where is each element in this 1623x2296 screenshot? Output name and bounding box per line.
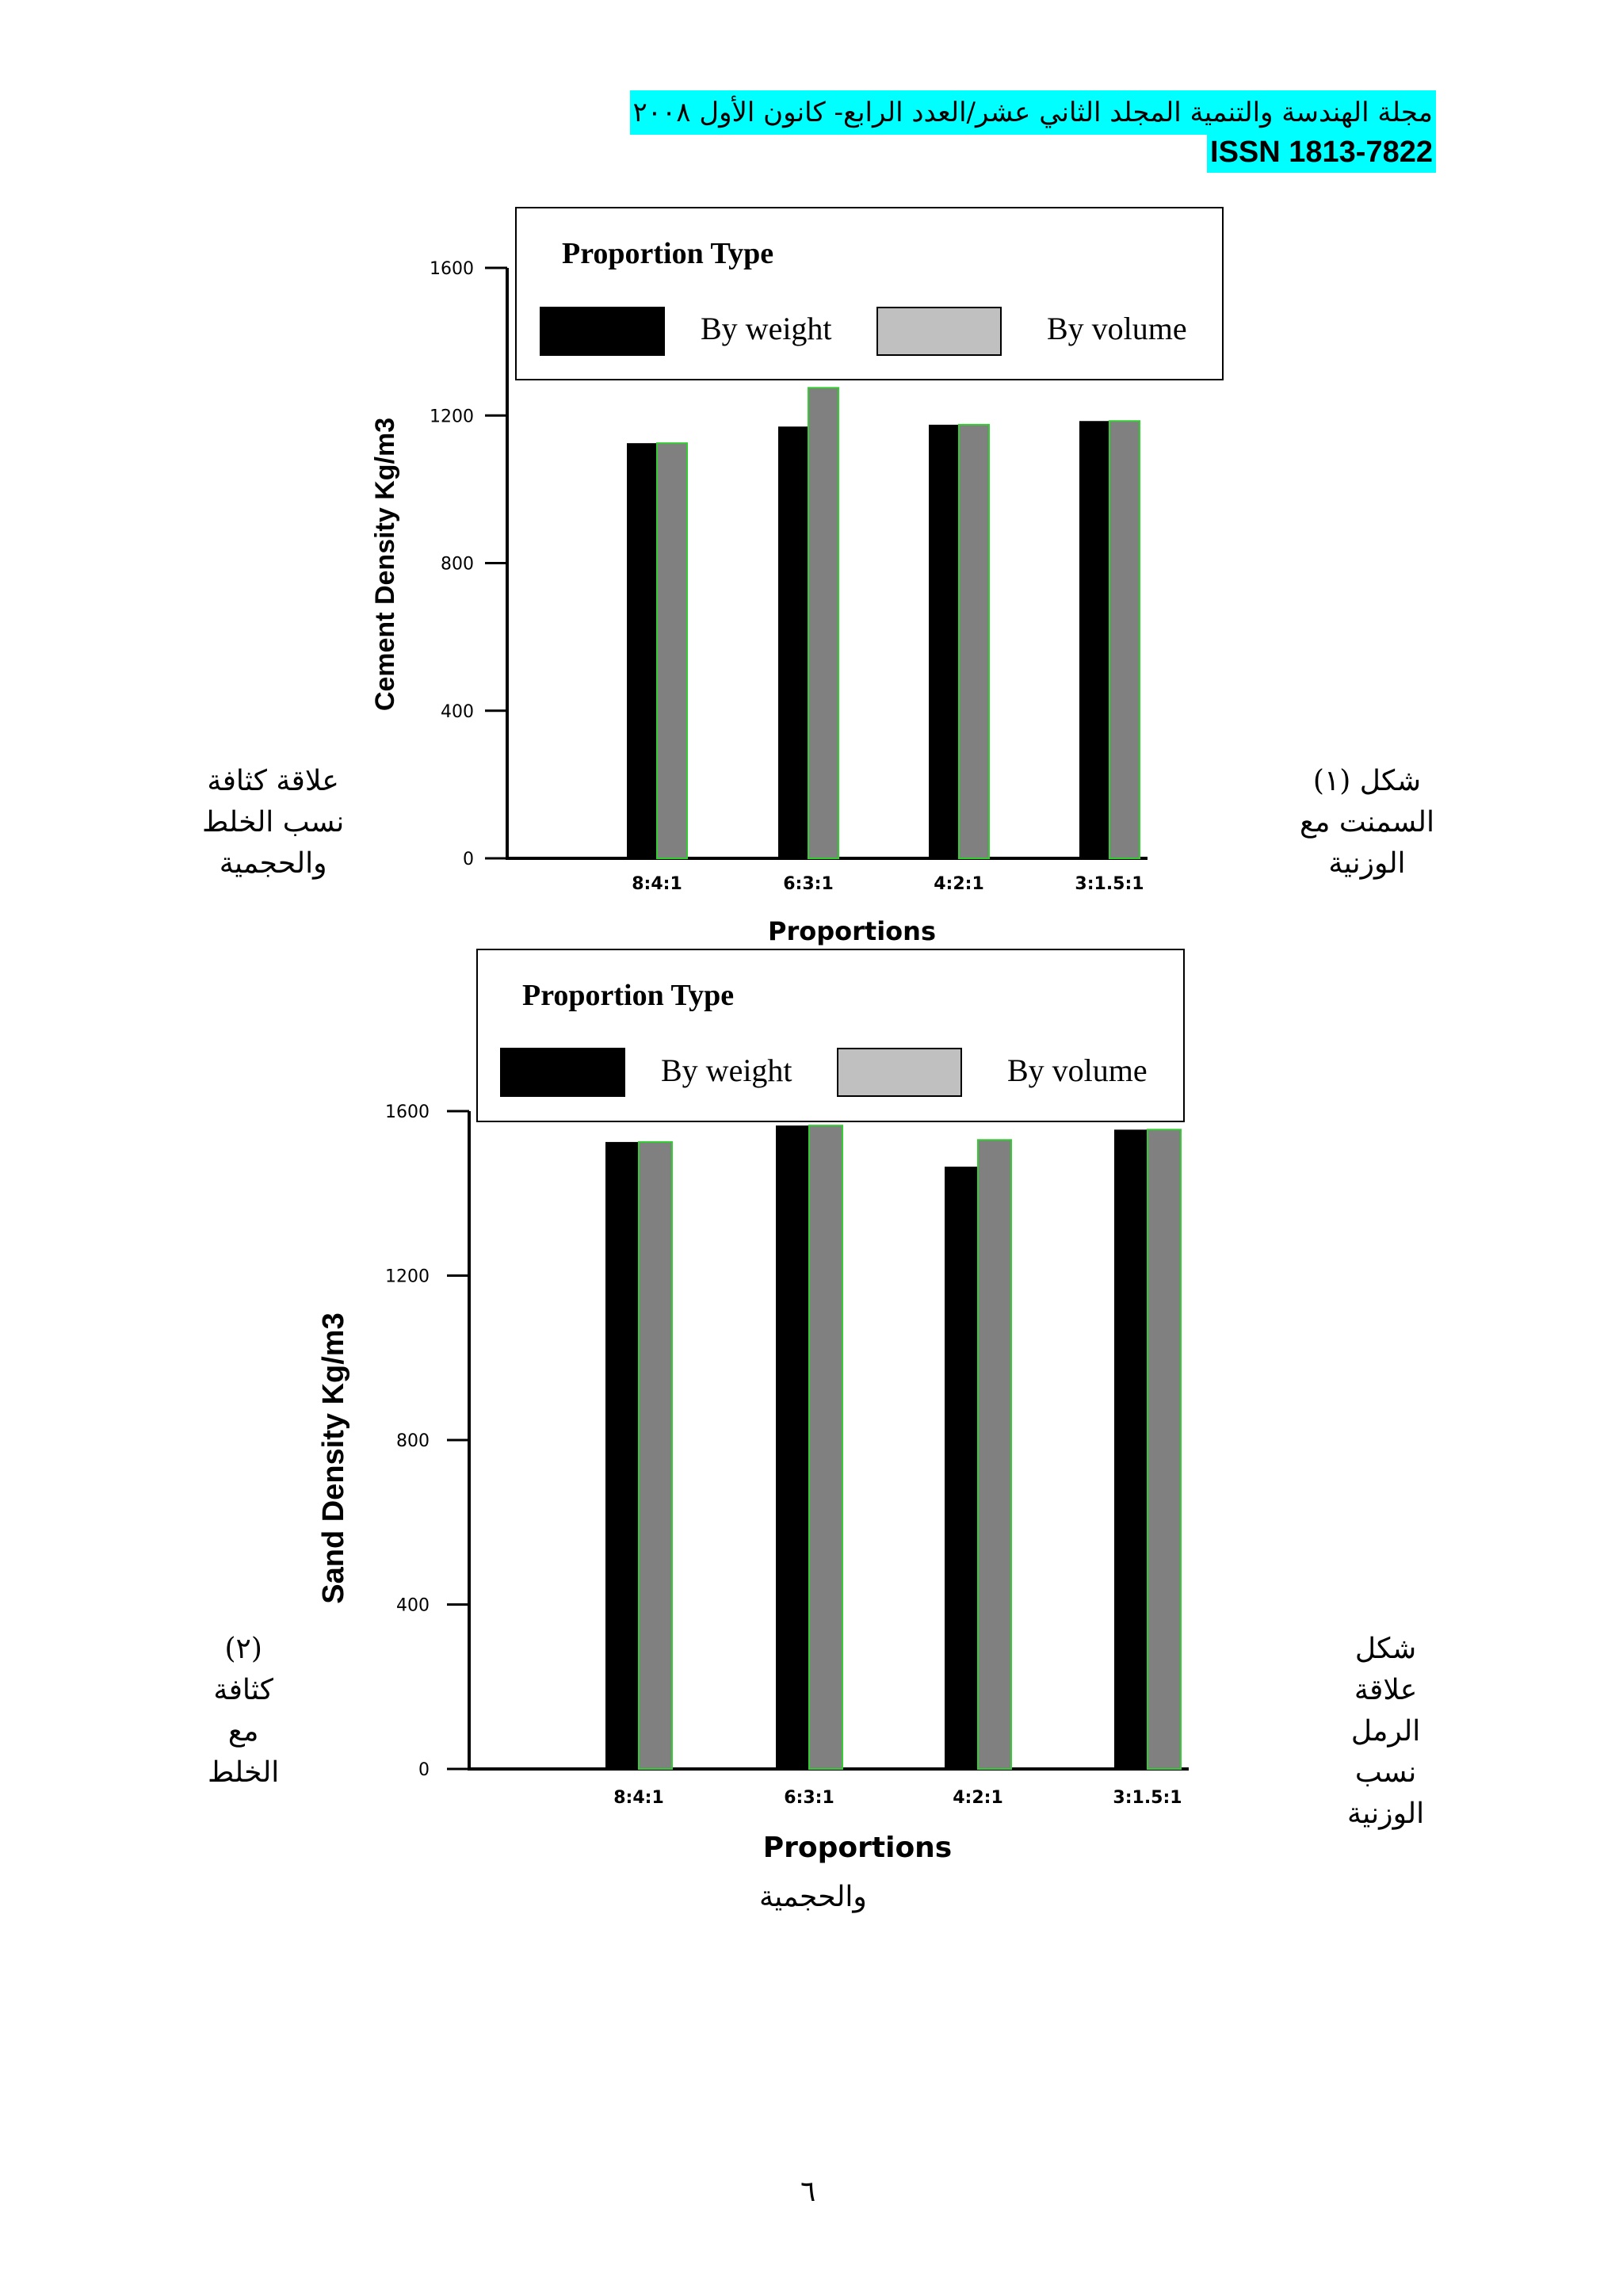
y-tick-label: 1200 [430,407,474,427]
bar-by-weight [627,443,657,858]
bar-by-weight [778,426,808,858]
legend-label-by-volume: By volume [1007,1052,1148,1088]
bar-by-weight [945,1167,978,1769]
legend-title: Proportion Type [522,979,735,1012]
caption-line: علاقة [1354,1674,1418,1706]
y-axis-title: Sand Density Kg/m3 [317,1312,350,1604]
x-axis-title: Proportions [762,1832,953,1864]
caption-line: الرمل [1350,1715,1421,1748]
caption-line: (٢) [224,1633,262,1665]
y-tick-label: 400 [441,701,474,722]
caption-line: نسب [1354,1756,1417,1789]
bar-by-volume [1148,1129,1181,1769]
x-tick-label: 4:2:1 [953,1788,1003,1808]
legend-swatch-by-volume [877,308,1001,355]
bar-by-volume [959,425,989,858]
y-tick-label: 800 [396,1431,430,1451]
legend-swatch-by-weight [501,1049,624,1096]
x-axis-title: Proportions [768,916,936,946]
y-tick-label: 1600 [430,259,474,279]
caption-line: شكل [1354,1633,1417,1665]
bar-by-volume [1109,421,1140,858]
caption-line: والحجمية [219,847,327,880]
y-tick-label: 0 [418,1760,430,1780]
caption-line: السمنت مع [1300,806,1434,839]
caption-line: نسب الخلط [202,806,345,839]
caption-line: كثافة [213,1674,273,1706]
caption-line: الوزنية [1328,847,1406,880]
bar-by-weight [605,1142,639,1769]
bar-by-volume [809,1125,842,1769]
y-tick-label: 400 [396,1595,430,1616]
y-tick-label: 1200 [385,1266,430,1287]
bar-by-volume [657,443,687,858]
bar-by-weight [1114,1129,1148,1769]
caption-line: الخلط [208,1756,280,1789]
page-number: ٦ [800,2176,816,2208]
legend-title: Proportion Type [562,237,774,270]
legend-label-by-volume: By volume [1047,311,1187,346]
caption-line: مع [227,1715,259,1748]
bar-by-volume [639,1142,672,1769]
bar-by-weight [1079,421,1109,858]
x-tick-label: 6:3:1 [784,1788,834,1808]
caption-line: شكل (١) [1312,765,1422,797]
bar-by-volume [978,1140,1011,1769]
legend-label-by-weight: By weight [701,311,832,346]
x-tick-label: 4:2:1 [934,874,984,894]
bar-by-weight [776,1125,809,1769]
bar-by-volume [808,388,838,858]
y-tick-label: 1600 [385,1102,430,1122]
bar-by-weight [929,425,959,858]
x-tick-label: 6:3:1 [783,874,834,894]
x-tick-label: 8:4:1 [613,1788,664,1808]
x-tick-label: 3:1.5:1 [1075,874,1144,894]
legend-swatch-by-weight [540,308,664,355]
caption-line: الوزنية [1347,1797,1425,1830]
journal-header: مجلة الهندسة والتنمية المجلد الثاني عشر/العدد الرابع- كانون الأول ٢٠٠٨ [630,90,1436,135]
legend-label-by-weight: By weight [661,1052,792,1088]
fig2-caption-bottom: والحجمية [759,1881,867,1913]
x-tick-label: 8:4:1 [632,874,682,894]
issn-label: ISSN 1813-7822 [1207,132,1436,173]
y-tick-label: 800 [441,554,474,575]
y-axis-title: Cement Density Kg/m3 [370,417,400,712]
x-tick-label: 3:1.5:1 [1113,1788,1182,1808]
legend-swatch-by-volume [838,1049,961,1096]
y-tick-label: 0 [463,850,474,869]
caption-line: علاقة كثافة [207,765,339,797]
